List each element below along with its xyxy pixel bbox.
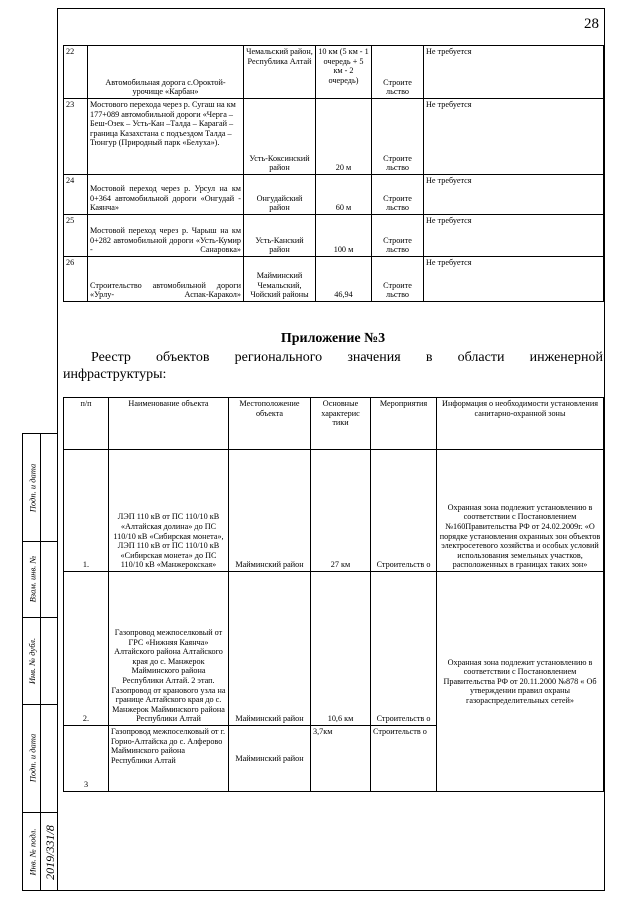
- stamp-label-original-inv: Инв. № подл.: [27, 828, 37, 876]
- object-name: ЛЭП 110 кВ от ПС 110/10 кВ «Алтайская долина» до ПС 110/10 кВ «Сибирская монета», ЛЭП 110 кВ от ПС 110/10 кВ «Сибирская монета» до ПС 110/10 кВ «Манжерокская»: [109, 450, 229, 572]
- object-name: Строительство автомобильной дороги «Урлу- Аспак-Каракол»: [88, 257, 244, 302]
- object-location: Усть-Канский район: [244, 215, 316, 257]
- object-event: Строительств о: [371, 726, 437, 792]
- table-row: [64, 257, 604, 302]
- object-name: Газопровод межпоселковый от ГРС «Нижняя Каянча» Алтайского района Алтайского края до с. Манжерок Майминского района Республики Алтай. 2 этап. Газопровод от кранового узла на границе Алтайского края до с. Манжерок Майминского района Республики Алтай: [109, 572, 229, 726]
- header-name: Наименование объекта: [109, 398, 229, 450]
- zone-info: Охранная зона подлежит установлению в соответствии с Постановлением Правительства РФ от 20.11.2000 №878 « Об утверждении правил охраны газораспределительных сетей»: [437, 572, 604, 792]
- row-number: 2.: [64, 572, 109, 726]
- page-number: 28: [584, 16, 599, 32]
- row-number: 22: [64, 46, 88, 99]
- table-row: [64, 175, 604, 215]
- object-event: Строите льство: [372, 99, 424, 175]
- row-number: 24: [64, 175, 88, 215]
- table-header-row: [64, 398, 604, 450]
- appendix-intro: Реестр объектов регионального значения в области инженерной: [91, 350, 603, 365]
- table-row: [64, 46, 604, 99]
- object-location: Майминский район: [229, 450, 311, 572]
- object-event: Строите льство: [372, 175, 424, 215]
- header-events: Мероприятия: [371, 398, 437, 450]
- row-number: 23: [64, 99, 88, 175]
- appendix-intro-cont: инфраструктуры:: [63, 367, 167, 382]
- header-zone-info: Информация о необходимости установления санитарно-охранной зоны: [437, 398, 604, 450]
- stamp-label-signature-date-2: Подп. и дата: [27, 733, 37, 783]
- row-number: 26: [64, 257, 88, 302]
- object-event: Строительств о: [371, 450, 437, 572]
- stamp-label-signature-date: Подп. и дата: [27, 463, 37, 512]
- object-characteristics: 100 м: [316, 215, 372, 257]
- zone-info: Не требуется: [424, 46, 604, 99]
- zone-info: Не требуется: [424, 257, 604, 302]
- object-characteristics: 20 м: [316, 99, 372, 175]
- object-name: Газопровод межпоселковый от г. Горно-Алтайска до с. Алферово Майминского района Республики Алтай: [109, 726, 229, 792]
- header-characteristics: Основные характерис тики: [311, 398, 371, 450]
- table-row: [64, 215, 604, 257]
- object-characteristics: 60 м: [316, 175, 372, 215]
- zone-info: Не требуется: [424, 99, 604, 175]
- roads-table: [63, 45, 604, 302]
- object-location: Майминский район: [229, 572, 311, 726]
- table-row: [64, 572, 604, 726]
- object-characteristics: 10 км (5 км - 1 очередь + 5 км - 2 очередь): [316, 46, 372, 99]
- object-event: Строите льство: [372, 257, 424, 302]
- appendix-title: Приложение №3: [280, 331, 386, 346]
- object-location: Усть-Коксинский район: [244, 99, 316, 175]
- header-location: Местоположение объекта: [229, 398, 311, 450]
- object-name: Мостовой переход через р. Урсул на км 0+364 автомобильной дороги «Онгудай - Каянча»: [88, 175, 244, 215]
- table-row: [64, 450, 604, 572]
- zone-info: Не требуется: [424, 175, 604, 215]
- stamp-inventory-number: 2019/331/8: [42, 824, 57, 880]
- table-row: [64, 99, 604, 175]
- row-number: 1.: [64, 450, 109, 572]
- object-characteristics: 46,94: [316, 257, 372, 302]
- object-name: Автомобильная дорога с.Ороктой- урочище «Карбан»: [88, 46, 244, 99]
- row-number: 25: [64, 215, 88, 257]
- zone-info: Охранная зона подлежит установлению в соответствии с Постановлением №160Правительства РФ от 24.02.2009г. «О порядке установления охранных зон объектов электросетевого хозяйства и особых условий использования земельных участков, расположенных в границах таких зон»: [437, 450, 604, 572]
- stamp-label-duplicate-inv: Инв. № дубл.: [27, 637, 38, 684]
- object-location: Майминский район: [229, 726, 311, 792]
- row-number: 3: [64, 726, 109, 792]
- stamp-label-replacement-inv: Взам. инв. №: [27, 555, 38, 603]
- object-characteristics: 3,7км: [311, 726, 371, 792]
- object-location: Чемальский район, Республика Алтай: [244, 46, 316, 99]
- object-event: Строите льство: [372, 46, 424, 99]
- object-characteristics: 27 км: [311, 450, 371, 572]
- object-location: Майминский Чемальский, Чойский районы: [244, 257, 316, 302]
- object-event: Строительств о: [371, 572, 437, 726]
- header-number: п/п: [64, 398, 109, 450]
- object-characteristics: 10,6 км: [311, 572, 371, 726]
- infrastructure-table: [63, 397, 604, 792]
- zone-info: Не требуется: [424, 215, 604, 257]
- stamp-divider: [40, 434, 41, 890]
- object-location: Онгудайский район: [244, 175, 316, 215]
- object-name: Мостового перехода через р. Сугаш на км 177+089 автомобильной дороги «Черга – Беш-Озек – Усть-Кан –Талда – Карагай – граница Казахстана с подъездом Талда – Тюнгур (Природный парк «Белуха»).: [88, 99, 244, 175]
- object-event: Строите льство: [372, 215, 424, 257]
- object-name: Мостовой переход через р. Чарыш на км 0+282 автомобильной дороги «Усть-Кумир - Санаровка»: [88, 215, 244, 257]
- side-stamp: [22, 433, 57, 891]
